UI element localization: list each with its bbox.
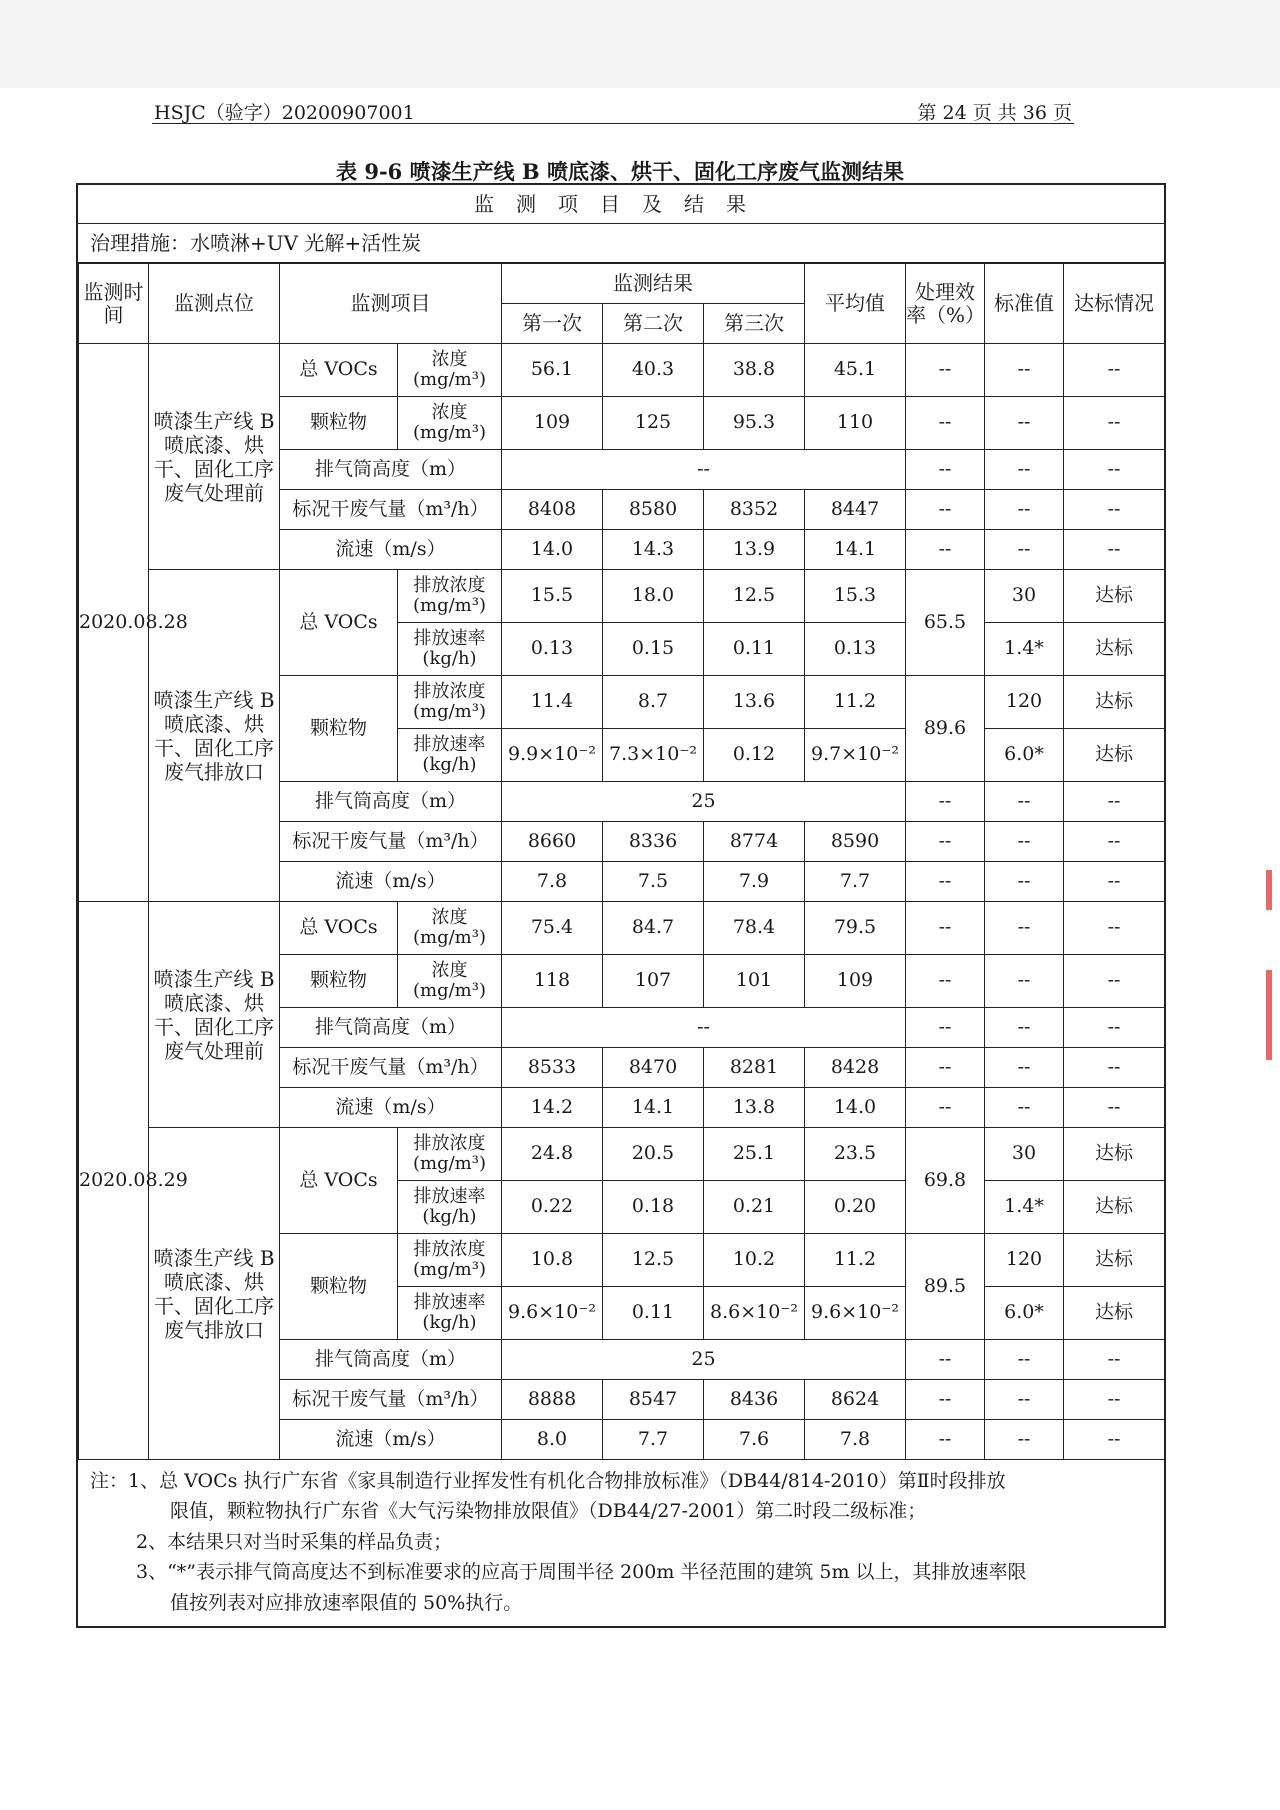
result-cell: 0.22 — [502, 1181, 603, 1234]
std-cell: 1.4* — [985, 1181, 1064, 1234]
item-unit: 排放浓度 (mg/m³) — [398, 1128, 502, 1181]
result-cell: 0.18 — [603, 1181, 704, 1234]
std-cell: -- — [985, 450, 1064, 490]
header-std: 标准值 — [985, 264, 1064, 344]
result-cell: 110 — [805, 397, 906, 450]
result-cell: 7.8 — [805, 1420, 906, 1460]
eff-cell: 65.5 — [906, 570, 985, 676]
scan-top-margin — [0, 0, 1280, 88]
item-name: 排气筒高度（m） — [280, 782, 502, 822]
result-cell: 20.5 — [603, 1128, 704, 1181]
pass-cell: -- — [1064, 782, 1165, 822]
result-cell: 13.9 — [704, 530, 805, 570]
std-cell: 30 — [985, 1128, 1064, 1181]
results-table-frame — [76, 183, 1166, 1628]
section-band: 监测项目及结果 — [78, 185, 1164, 224]
item-name: 标况干废气量（m³/h） — [280, 1380, 502, 1420]
result-cell: 84.7 — [603, 902, 704, 955]
result-cell: 8547 — [603, 1380, 704, 1420]
item-name: 颗粒物 — [280, 397, 398, 450]
result-cell: 23.5 — [805, 1128, 906, 1181]
std-cell: -- — [985, 1340, 1064, 1380]
monitoring-date: 2020.08.28 — [79, 344, 149, 902]
std-cell: 1.4* — [985, 623, 1064, 676]
result-cell: 8.7 — [603, 676, 704, 729]
std-cell: 6.0* — [985, 729, 1064, 782]
result-cell: 12.5 — [704, 570, 805, 623]
item-unit: 排放速率 (kg/h) — [398, 623, 502, 676]
result-cell: 8352 — [704, 490, 805, 530]
result-cell: 8533 — [502, 1048, 603, 1088]
eff-cell: -- — [906, 1048, 985, 1088]
item-name: 颗粒物 — [280, 1234, 398, 1340]
pass-cell: 达标 — [1064, 570, 1165, 623]
item-name: 颗粒物 — [280, 955, 398, 1008]
result-cell: 118 — [502, 955, 603, 1008]
result-cell: 25.1 — [704, 1128, 805, 1181]
eff-cell: 89.5 — [906, 1234, 985, 1340]
header-point: 监测点位 — [149, 264, 280, 344]
pass-cell: 达标 — [1064, 1128, 1165, 1181]
result-cell: 8580 — [603, 490, 704, 530]
note-line: 3、“*”表示排气筒高度达不到标准要求的应高于周围半径 200m 半径范围的建筑 5m 以上，其排放速率限 — [136, 1561, 1027, 1584]
report-number: HSJC（验字）20200907001 — [154, 102, 415, 124]
note-line: 值按列表对应排放速率限值的 50%执行。 — [170, 1591, 523, 1614]
pass-cell: -- — [1064, 1420, 1165, 1460]
pass-cell: -- — [1064, 902, 1165, 955]
item-name: 流速（m/s） — [280, 862, 502, 902]
pass-cell: -- — [1064, 822, 1165, 862]
result-cell: 75.4 — [502, 902, 603, 955]
item-name: 总 VOCs — [280, 570, 398, 676]
result-cell: 8888 — [502, 1380, 603, 1420]
result-cell: 14.3 — [603, 530, 704, 570]
result-cell: 7.3×10⁻² — [603, 729, 704, 782]
item-unit: 浓度 (mg/m³) — [398, 902, 502, 955]
result-cell: 11.2 — [805, 1234, 906, 1287]
result-cell: 8.0 — [502, 1420, 603, 1460]
result-cell: 12.5 — [603, 1234, 704, 1287]
std-cell: -- — [985, 1088, 1064, 1128]
header-result: 监测结果 — [502, 264, 805, 304]
item-name: 总 VOCs — [280, 1128, 398, 1234]
result-cell: -- — [502, 1008, 906, 1048]
result-cell: 14.1 — [805, 530, 906, 570]
note-line: 限值，颗粒物执行广东省《大气污染物排放限值》（DB44/27-2001）第二时段二级标准； — [170, 1500, 927, 1523]
std-cell: -- — [985, 1008, 1064, 1048]
pass-cell: -- — [1064, 490, 1165, 530]
result-cell: 10.2 — [704, 1234, 805, 1287]
result-cell: 79.5 — [805, 902, 906, 955]
result-cell: 10.8 — [502, 1234, 603, 1287]
header-run-1: 第一次 — [502, 304, 603, 344]
eff-cell: 69.8 — [906, 1128, 985, 1234]
item-unit: 排放浓度 (mg/m³) — [398, 676, 502, 729]
result-cell: 0.13 — [805, 623, 906, 676]
result-cell: 8428 — [805, 1048, 906, 1088]
std-cell: 120 — [985, 676, 1064, 729]
std-cell: 30 — [985, 570, 1064, 623]
monitoring-point: 喷漆生产线 B 喷底漆、烘干、固化工序废气排放口 — [149, 570, 280, 902]
eff-cell: -- — [906, 1088, 985, 1128]
result-cell: 38.8 — [704, 344, 805, 397]
header-pass: 达标情况 — [1064, 264, 1165, 344]
result-cell: 7.8 — [502, 862, 603, 902]
result-cell: 15.3 — [805, 570, 906, 623]
pass-cell: -- — [1064, 344, 1165, 397]
result-cell: 0.20 — [805, 1181, 906, 1234]
std-cell: -- — [985, 490, 1064, 530]
result-cell: 109 — [502, 397, 603, 450]
result-cell: 0.13 — [502, 623, 603, 676]
monitoring-point: 喷漆生产线 B 喷底漆、烘干、固化工序废气处理前 — [149, 344, 280, 570]
result-cell: 8470 — [603, 1048, 704, 1088]
item-name: 标况干废气量（m³/h） — [280, 490, 502, 530]
item-name: 流速（m/s） — [280, 1088, 502, 1128]
header-run-3: 第三次 — [704, 304, 805, 344]
result-cell: 45.1 — [805, 344, 906, 397]
result-cell: 107 — [603, 955, 704, 1008]
pass-cell: -- — [1064, 397, 1165, 450]
pass-cell: 达标 — [1064, 1234, 1165, 1287]
item-unit: 排放速率 (kg/h) — [398, 1287, 502, 1340]
result-cell: 25 — [502, 1340, 906, 1380]
eff-cell: -- — [906, 902, 985, 955]
pass-cell: -- — [1064, 862, 1165, 902]
std-cell: -- — [985, 1048, 1064, 1088]
result-cell: 8281 — [704, 1048, 805, 1088]
item-name: 排气筒高度（m） — [280, 1340, 502, 1380]
result-cell: 7.9 — [704, 862, 805, 902]
result-cell: 11.4 — [502, 676, 603, 729]
eff-cell: -- — [906, 1420, 985, 1460]
result-cell: 7.6 — [704, 1420, 805, 1460]
pass-cell: -- — [1064, 1340, 1165, 1380]
eff-cell: -- — [906, 955, 985, 1008]
eff-cell: -- — [906, 397, 985, 450]
result-cell: 8436 — [704, 1380, 805, 1420]
pass-cell: -- — [1064, 1088, 1165, 1128]
result-cell: 9.9×10⁻² — [502, 729, 603, 782]
eff-cell: -- — [906, 450, 985, 490]
std-cell: 6.0* — [985, 1287, 1064, 1340]
std-cell: -- — [985, 397, 1064, 450]
header-rule — [152, 123, 1074, 124]
eff-cell: -- — [906, 1008, 985, 1048]
item-name: 流速（m/s） — [280, 530, 502, 570]
result-cell: 8774 — [704, 822, 805, 862]
pass-cell: 达标 — [1064, 1181, 1165, 1234]
result-cell: 13.8 — [704, 1088, 805, 1128]
item-unit: 排放速率 (kg/h) — [398, 1181, 502, 1234]
note-line: 注：1、总 VOCs 执行广东省《家具制造行业挥发性有机化合物排放标准》（DB44/814-2010）第Ⅱ时段排放 — [90, 1470, 1006, 1492]
monitoring-point: 喷漆生产线 B 喷底漆、烘干、固化工序废气处理前 — [149, 902, 280, 1128]
std-cell: -- — [985, 530, 1064, 570]
eff-cell: -- — [906, 782, 985, 822]
result-cell: 8660 — [502, 822, 603, 862]
result-cell: 14.0 — [805, 1088, 906, 1128]
std-cell: 120 — [985, 1234, 1064, 1287]
result-cell: 13.6 — [704, 676, 805, 729]
eff-cell: -- — [906, 530, 985, 570]
result-cell: 15.5 — [502, 570, 603, 623]
result-cell: 7.7 — [805, 862, 906, 902]
table-title: 表 9-6 喷漆生产线 B 喷底漆、烘干、固化工序废气监测结果 — [336, 159, 904, 184]
result-cell: 9.6×10⁻² — [805, 1287, 906, 1340]
pass-cell: -- — [1064, 530, 1165, 570]
page-header — [154, 98, 1072, 122]
result-cell: 11.2 — [805, 676, 906, 729]
result-cell: 8590 — [805, 822, 906, 862]
eff-cell: -- — [906, 822, 985, 862]
result-cell: 78.4 — [704, 902, 805, 955]
std-cell: -- — [985, 782, 1064, 822]
result-cell: 0.15 — [603, 623, 704, 676]
result-cell: 8624 — [805, 1380, 906, 1420]
result-cell: 9.7×10⁻² — [805, 729, 906, 782]
treatment-measures: 治理措施：水喷淋+UV 光解+活性炭 — [78, 224, 1164, 263]
pass-cell: 达标 — [1064, 729, 1165, 782]
std-cell: -- — [985, 1420, 1064, 1460]
item-name: 排气筒高度（m） — [280, 1008, 502, 1048]
result-cell: 25 — [502, 782, 906, 822]
page-number: 第 24 页 共 36 页 — [917, 102, 1072, 124]
item-unit: 浓度 (mg/m³) — [398, 344, 502, 397]
result-cell: 7.5 — [603, 862, 704, 902]
pass-cell: -- — [1064, 955, 1165, 1008]
result-cell: 40.3 — [603, 344, 704, 397]
result-cell: 14.2 — [502, 1088, 603, 1128]
eff-cell: -- — [906, 862, 985, 902]
eff-cell: -- — [906, 1380, 985, 1420]
eff-cell: -- — [906, 490, 985, 530]
item-name: 总 VOCs — [280, 344, 398, 397]
result-cell: 0.21 — [704, 1181, 805, 1234]
result-cell: 24.8 — [502, 1128, 603, 1181]
pass-cell: -- — [1064, 450, 1165, 490]
item-unit: 浓度 (mg/m³) — [398, 397, 502, 450]
result-cell: 7.7 — [603, 1420, 704, 1460]
std-cell: -- — [985, 902, 1064, 955]
result-cell: 0.11 — [704, 623, 805, 676]
item-unit: 排放浓度 (mg/m³) — [398, 1234, 502, 1287]
item-unit: 浓度 (mg/m³) — [398, 955, 502, 1008]
header-avg: 平均值 — [805, 264, 906, 344]
monitoring-point: 喷漆生产线 B 喷底漆、烘干、固化工序废气排放口 — [149, 1128, 280, 1460]
pass-cell: -- — [1064, 1380, 1165, 1420]
note-line: 2、本结果只对当时采集的样品负责； — [136, 1530, 453, 1553]
item-unit: 排放速率 (kg/h) — [398, 729, 502, 782]
eff-cell: -- — [906, 344, 985, 397]
result-cell: 8.6×10⁻² — [704, 1287, 805, 1340]
std-cell: -- — [985, 344, 1064, 397]
eff-cell: -- — [906, 1340, 985, 1380]
item-name: 流速（m/s） — [280, 1420, 502, 1460]
pass-cell: 达标 — [1064, 676, 1165, 729]
std-cell: -- — [985, 822, 1064, 862]
pass-cell: -- — [1064, 1008, 1165, 1048]
result-cell: 8408 — [502, 490, 603, 530]
std-cell: -- — [985, 955, 1064, 1008]
results-table — [78, 263, 1165, 1460]
result-cell: 14.0 — [502, 530, 603, 570]
result-cell: 18.0 — [603, 570, 704, 623]
result-cell: 95.3 — [704, 397, 805, 450]
result-cell: 8447 — [805, 490, 906, 530]
result-cell: 14.1 — [603, 1088, 704, 1128]
item-name: 标况干废气量（m³/h） — [280, 822, 502, 862]
item-unit: 排放浓度 (mg/m³) — [398, 570, 502, 623]
result-cell: -- — [502, 450, 906, 490]
eff-cell: 89.6 — [906, 676, 985, 782]
result-cell: 0.11 — [603, 1287, 704, 1340]
pass-cell: 达标 — [1064, 623, 1165, 676]
std-cell: -- — [985, 1380, 1064, 1420]
result-cell: 125 — [603, 397, 704, 450]
item-name: 标况干废气量（m³/h） — [280, 1048, 502, 1088]
header-time: 监测时间 — [79, 264, 149, 344]
result-cell: 101 — [704, 955, 805, 1008]
item-name: 排气筒高度（m） — [280, 450, 502, 490]
pass-cell: -- — [1064, 1048, 1165, 1088]
header-item: 监测项目 — [280, 264, 502, 344]
result-cell: 0.12 — [704, 729, 805, 782]
result-cell: 9.6×10⁻² — [502, 1287, 603, 1340]
result-cell: 8336 — [603, 822, 704, 862]
seal-mark — [1266, 870, 1272, 910]
std-cell: -- — [985, 862, 1064, 902]
item-name: 颗粒物 — [280, 676, 398, 782]
notes-block — [78, 1460, 1164, 1626]
result-cell: 109 — [805, 955, 906, 1008]
header-eff: 处理效率（%） — [906, 264, 985, 344]
pass-cell: 达标 — [1064, 1287, 1165, 1340]
item-name: 总 VOCs — [280, 902, 398, 955]
header-run-2: 第二次 — [603, 304, 704, 344]
seal-mark — [1266, 970, 1272, 1060]
result-cell: 56.1 — [502, 344, 603, 397]
monitoring-date: 2020.08.29 — [79, 902, 149, 1460]
